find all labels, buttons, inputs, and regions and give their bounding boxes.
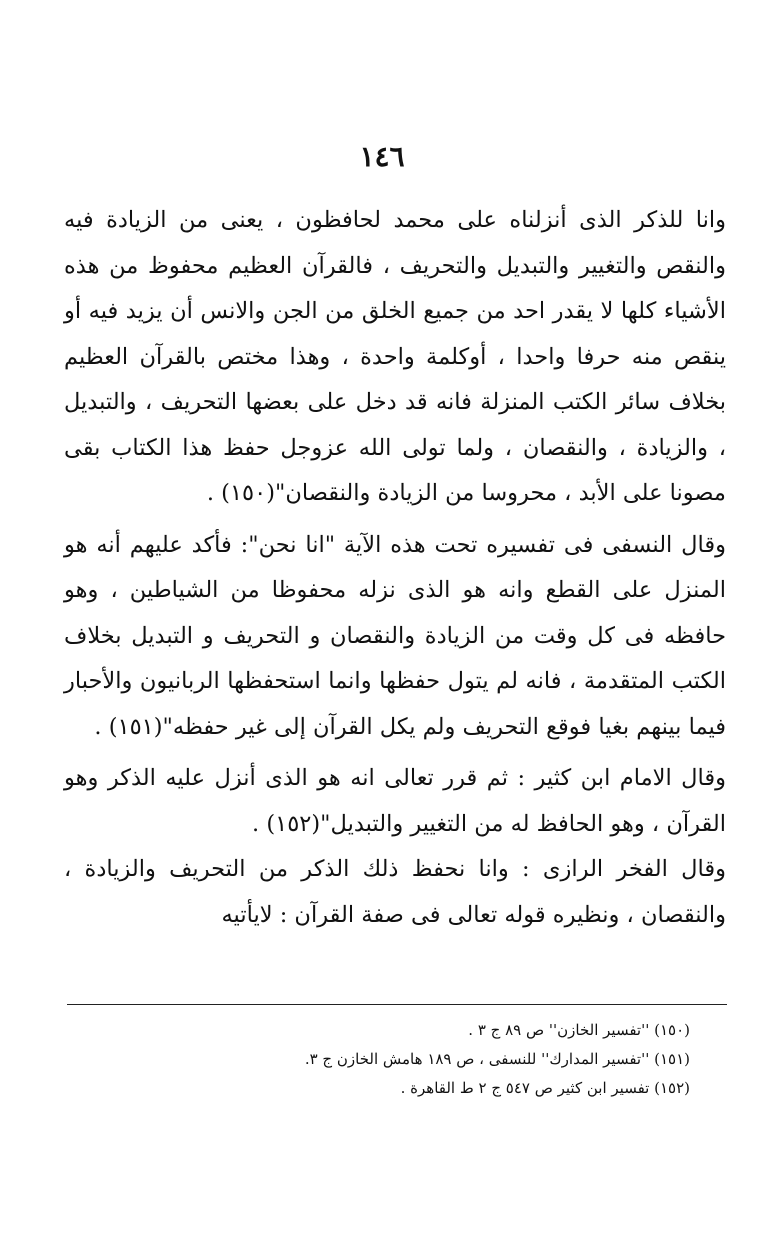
- paragraph-nasafi-quote: وقال النسفى فى تفسيره تحت هذه الآية "انا نحن": فأكد عليهم أنه هو المنزل على القطع وانه هو الذى نزله محفوظا من الشياطين ، وهو حافظه فى كل وقت من الزيادة والنقصان و التحريف و التبديل بخلاف الكتب المتقدمة ، فانه لم يتول حفظها وانما استحفظها الربانيون والأحبار فيما بينهم بغيا فوقع التحريف ولم يكل القرآن إلى غير حفظه"(١٥١) .: [64, 531, 726, 740]
- footnote-divider: [67, 1004, 727, 1005]
- paragraph-ibn-kathir-quote: وقال الامام ابن كثير : ثم قرر تعالى انه هو الذى أنزل عليه الذكر وهو القرآن ، وهو الحافظ له من التغيير والتبديل"(١٥٢) .: [64, 765, 726, 837]
- footnote-151: (١٥١) ''تفسير المدارك'' للنسفى ، ص ١٨٩ هامش الخازن ج ٣.: [304, 1050, 690, 1068]
- paragraph-quran-preservation: وانا للذكر الذى أنزلناه على محمد لحافظون ، يعنى من الزيادة فيه والنقص والتغيير والتبديل والتحريف ، فالقرآن العظيم محفوظ من هذه الأشياء كلها لا يقدر احد من جميع الخلق من الجن والانس أن يزيد فيه أو ينقص منه حرفا واحدا ، أوكلمة واحدة ، وهذا مختص بالقرآن العظيم بخلاف سائر الكتب المنزلة فانه قد دخل على بعضها التحريف ، والتبديل ، والزيادة ، والنقصان ، ولما تولى الله عزوجل حفظ هذا الكتاب بقى مصونا على الأبد ، محروسا من الزيادة والنقصان"(١٥٠) .: [64, 207, 726, 506]
- footnote-152: (١٥٢) تفسير ابن كثير ص ٥٤٧ ج ٢ ط القاهرة .: [400, 1079, 690, 1097]
- footnote-150: (١٥٠) ''تفسير الخازن'' ص ٨٩ ج ٣ .: [468, 1021, 690, 1039]
- paragraph-razi-quote: وقال الفخر الرازى : وانا نحفظ ذلك الذكر من التحريف والزيادة ، والنقصان ، ونظيره قوله تعالى فى صفة القرآن : لايأتيه: [64, 856, 726, 928]
- body-text: [64, 198, 726, 938]
- footnotes: [120, 1016, 690, 1103]
- page-number: ١٤٦: [359, 140, 405, 173]
